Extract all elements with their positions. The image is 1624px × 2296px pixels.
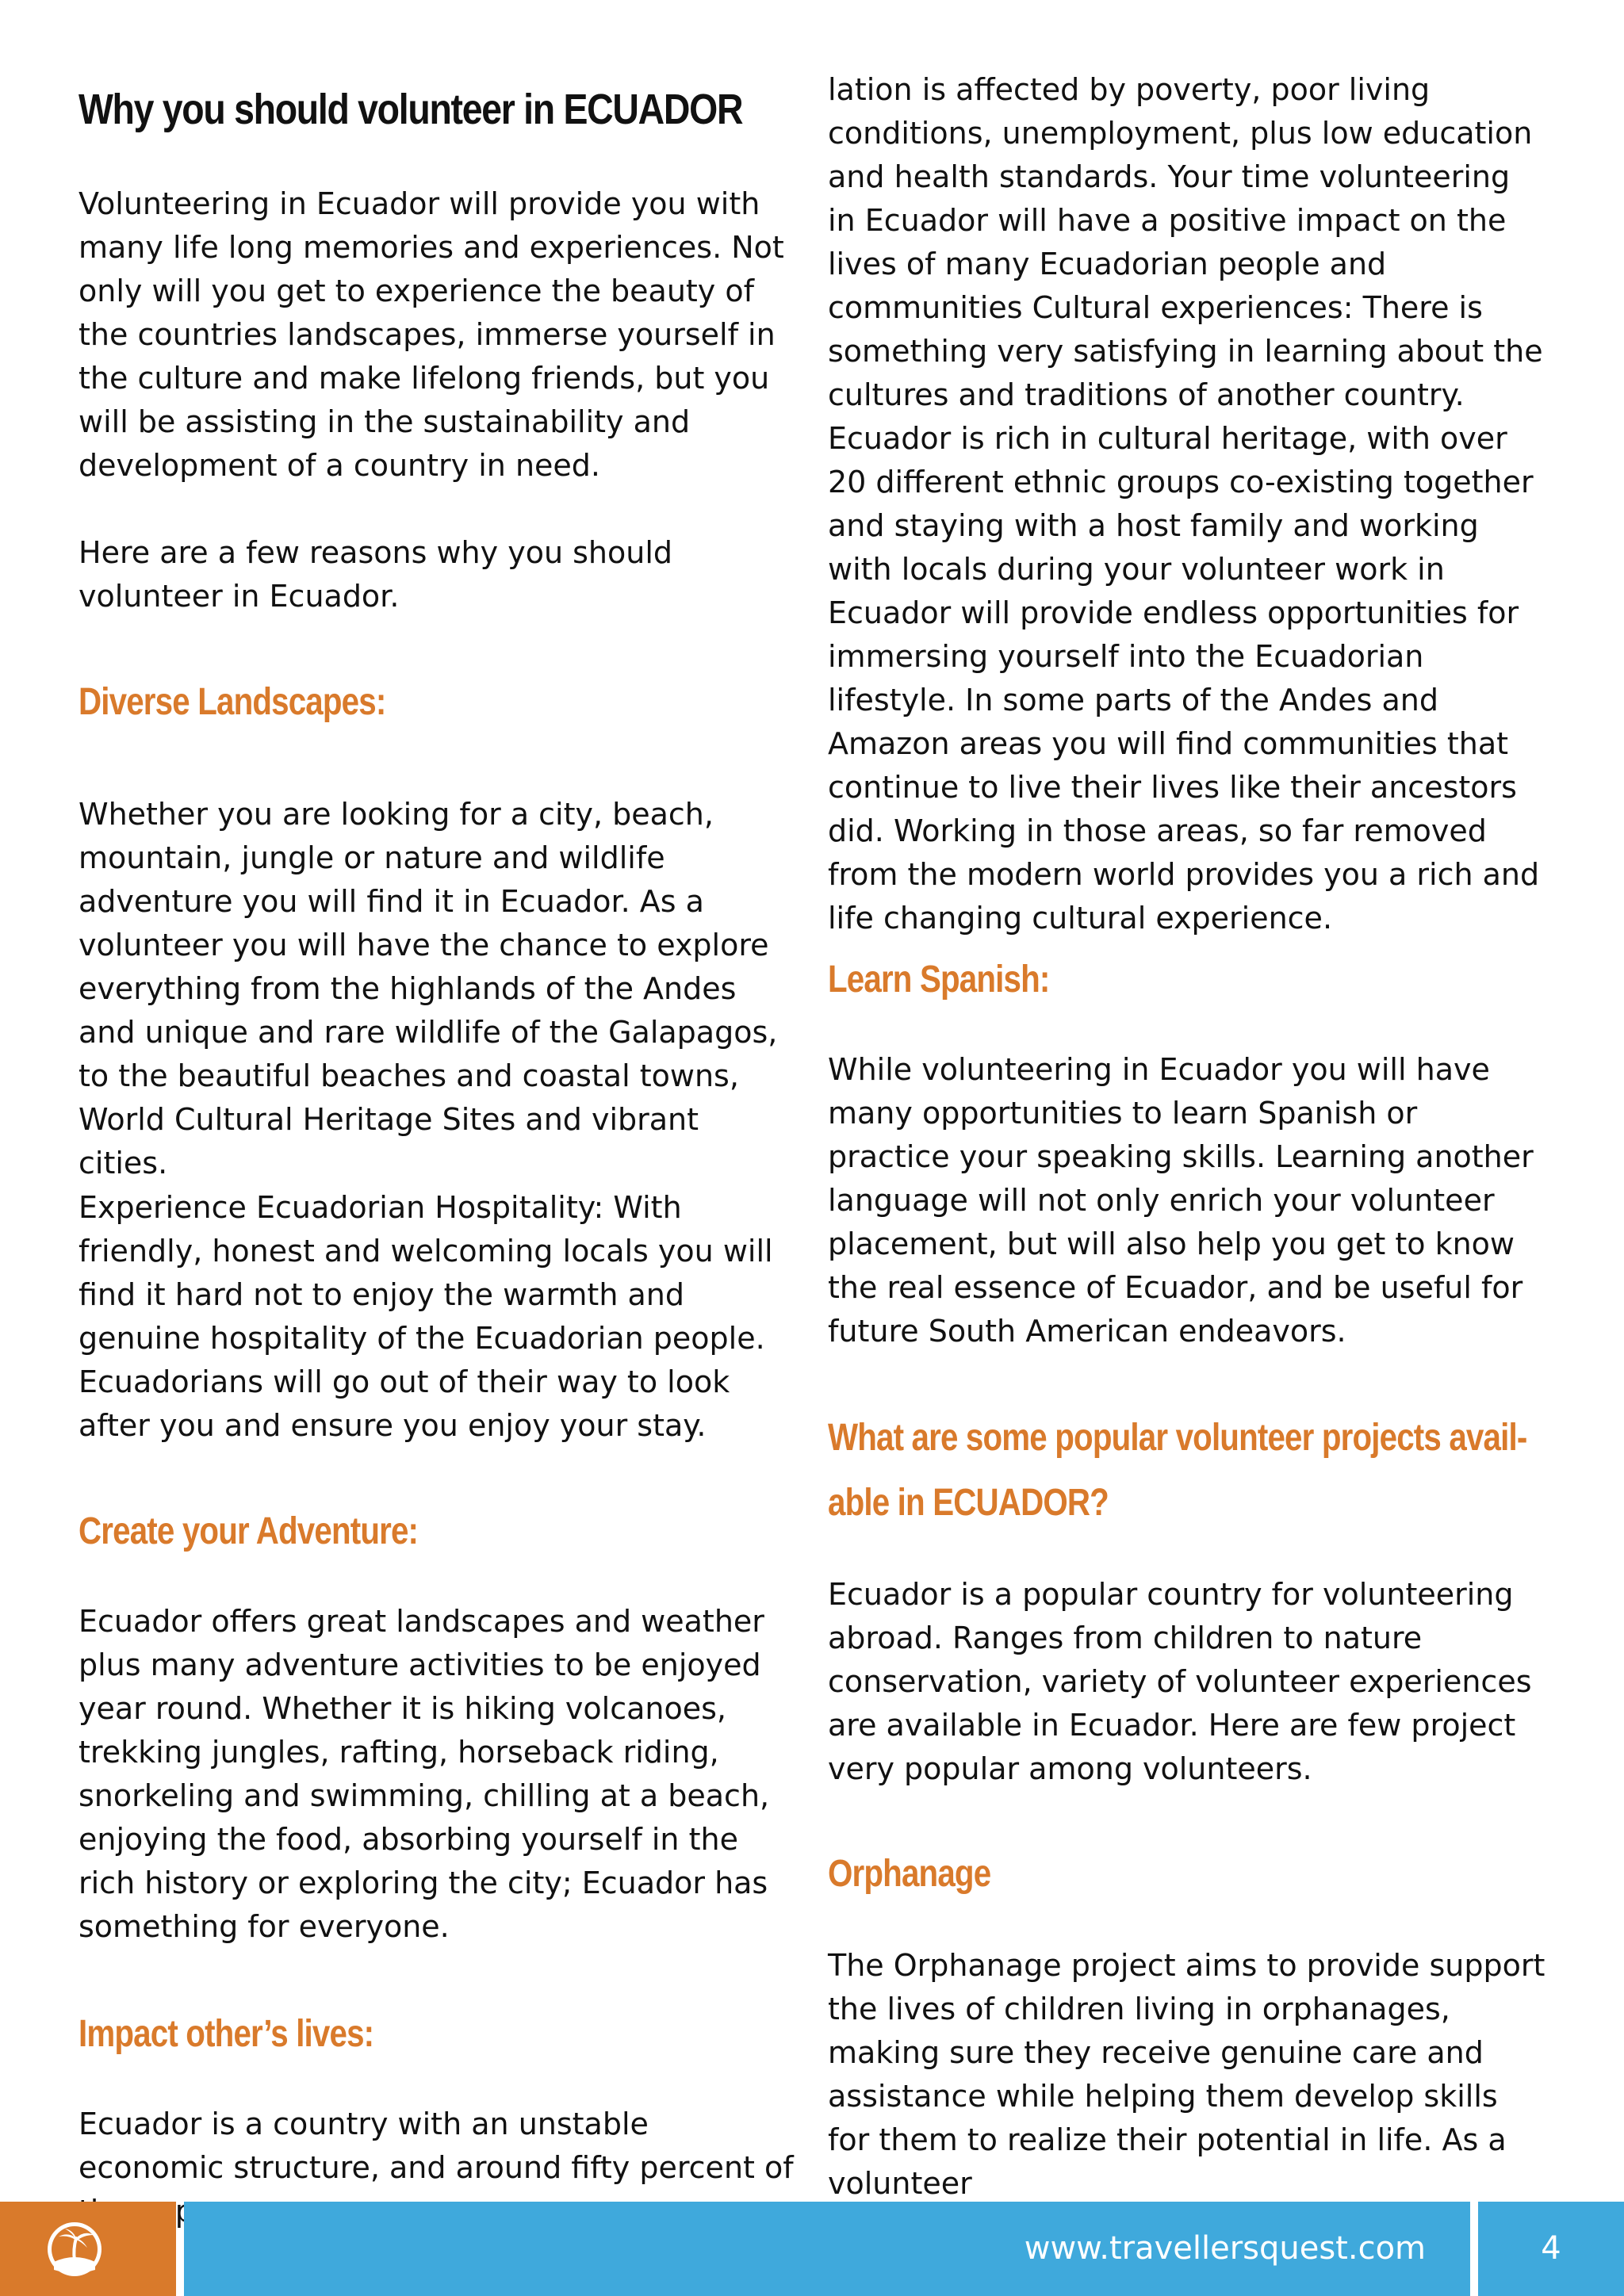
- projects-paragraph: Ecuador is a popular country for volunteering abroad. Ranges from children to nature conservation, variety of volunteer experiences are available in Ecuador. Here are few project very popular among volunteers.: [828, 1577, 1532, 1786]
- spanish-paragraph: While volunteering in Ecuador you will have many opportunities to learn Spanish or practice your speaking skills. Learning another language will not only enrich your volunteer placement, but will also help you get to know the real essence of Ecuador, and be useful for future South American endeavors.: [828, 1052, 1534, 1349]
- orphanage-paragraph: The Orphanage project aims to provide support the lives of children living in orphanages, making sure they receive genuine care and assistance while helping them develop skills for them to realize their potential in life. As a volunteer: [828, 1948, 1545, 2201]
- heading-popular-projects-line2: able in ECUADOR?: [828, 1482, 1109, 1524]
- page-number: 4: [1541, 2230, 1561, 2267]
- adventure-paragraph: Ecuador offers great landscapes and weather plus many adventure activities to be enjoyed year round. Whether it is hiking volcanoes, trekking jungles, rafting, horseback riding, snorkeling and swimming, chilling at a beach, enjoying the food, absorbing yourself in the rich history or exploring the city; Ecuador has something for everyone.: [79, 1604, 770, 1944]
- footer-logo-block: [0, 2202, 176, 2296]
- page-title: Why you should volunteer in ECUADOR: [79, 86, 743, 133]
- footer-bar: [0, 2202, 1624, 2296]
- impact-paragraph-continued: lation is affected by poverty, poor living conditions, unemployment, plus low education and health standards. Your time volunteering in Ecuador will have a positive impact on the lives of many Ecuadorian people and communities Cultural experiences: There is something very satisfying in learning about the cultures and traditions of another country. Ecuador is rich in cultural heritage, with over 20 different ethnic groups co-existing together and staying with a host family and working with locals during your volunteer work in Ecuador will provide endless opportunities for immersing yourself into the Ecuadorian lifestyle. In some parts of the Andes and Amazon areas you will find communities that continue to live their lives like their ancestors did. Working in those areas, so far removed from the modern world provides you a rich and life changing cultural experience.: [828, 72, 1543, 936]
- heading-diverse-landscapes: Diverse Landscapes:: [79, 681, 386, 723]
- footer-url-block: [184, 2202, 1470, 2296]
- hospitality-paragraph: Experience Ecuadorian Hospitality: With friendly, honest and welcoming locals you will find it hard not to enjoy the warmth and genuine hospitality of the Ecuadorian people. Ecuadorians will go out of their way to look after you and ensure you enjoy your stay.: [79, 1190, 773, 1443]
- heading-create-adventure: Create your Adventure:: [79, 1510, 419, 1552]
- heading-learn-spanish: Learn Spanish:: [828, 959, 1050, 1001]
- landscapes-paragraph: Whether you are looking for a city, beach, mountain, jungle or nature and wildlife adventure you will find it in Ecuador. As a volunteer you will have the chance to explore everything from the highlands of the Andes and unique and rare wildlife of the Galapagos, to the beautiful beaches and coastal towns, World Cultural Heritage Sites and vibrant cities.: [79, 797, 778, 1181]
- heading-orphanage: Orphanage: [828, 1853, 991, 1895]
- heading-impact-lives: Impact other’s lives:: [79, 2013, 374, 2055]
- intro-paragraph: Volunteering in Ecuador will provide you with many life long memories and experiences. Not only will you get to experience the beauty of the countries landscapes, immerse yourself in the culture and make lifelong friends, but you will be assisting in the sustainability and development of a country in need.: [79, 186, 784, 483]
- website-url-link[interactable]: www.travellersquest.com: [1024, 2230, 1426, 2267]
- palm-tree-island-icon: [46, 2221, 103, 2278]
- impact-paragraph-start: Ecuador is a country with an unstable economic structure, and around fifty percent of popu-: [79, 2107, 794, 2229]
- reasons-intro-paragraph: Here are a few reasons why you should volunteer in Ecuador.: [79, 535, 672, 614]
- footer-page-block: [1478, 2202, 1624, 2296]
- heading-popular-projects-line1: What are some popular volunteer projects avail-: [828, 1417, 1527, 1459]
